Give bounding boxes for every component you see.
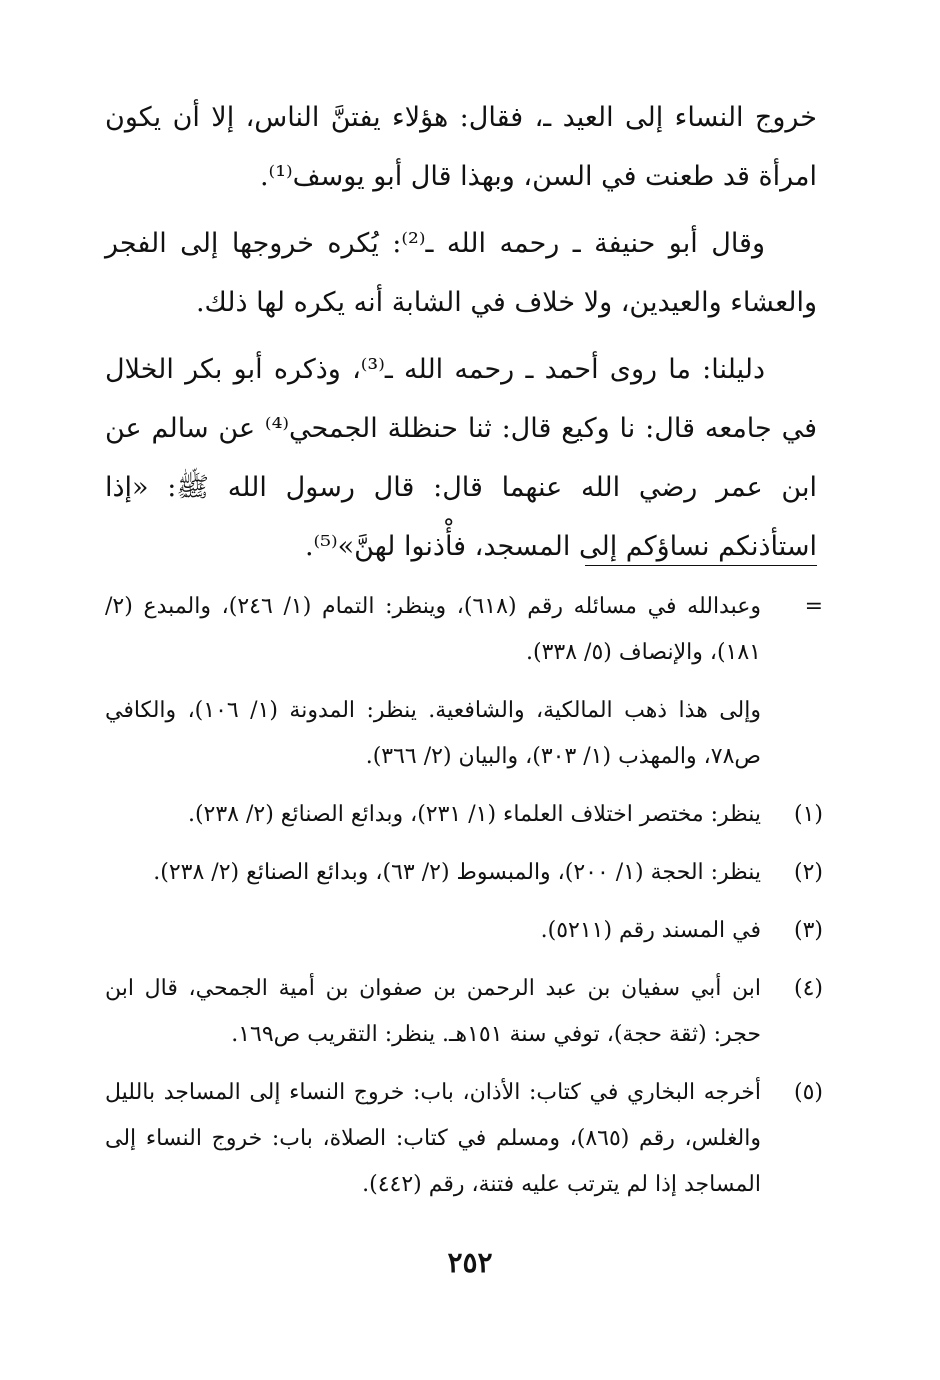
footnote-text: أخرجه البخاري في كتاب: الأذان، باب: خروج النساء إلى المساجد بالليل والغلس، رقم (٨٦٥)، ومسلم في كتاب: الصلاة، باب: خروج النساء إلى المساجد إذا لم يترتب عليه فتنة، رقم (٤٤٢). (105, 1080, 761, 1197)
footnote-mark: (١) (793, 802, 823, 827)
footnote-mark: (٤) (793, 976, 823, 1001)
footnote-3 (105, 908, 823, 954)
paragraph-1: خروج النساء إلى العيد ـ، فقال: هؤلاء يفتنَّ الناس، إلا أن يكون امرأة قد طعنت في السن، وبهذا قال أبو يوسف⁽¹⁾. (105, 102, 817, 192)
footnote-continuation (105, 584, 823, 676)
footnote-mark: (٥) (793, 1080, 823, 1105)
footnote-2 (105, 850, 823, 896)
footnote-text: ينظر: الحجة (١/ ٢٠٠)، والمبسوط (٢/ ٦٣)، وبدائع الصنائع (٢/ ٢٣٨). (153, 860, 761, 885)
page-number: ٢٥٢ (447, 1246, 493, 1279)
main-text (105, 88, 817, 584)
footnote-text: في المسند رقم (٥٢١١). (540, 918, 761, 943)
paragraph-2: وقال أبو حنيفة ـ رحمه الله ـ⁽²⁾: يُكره خروجها إلى الفجر والعشاء والعيدين، ولا خلاف في الشابة أنه يكره لها ذلك. (105, 228, 817, 318)
footnote-text: ينظر: مختصر اختلاف العلماء (١/ ٢٣١)، وبدائع الصنائع (٢/ ٢٣٨). (187, 802, 761, 827)
footnote-5 (105, 1070, 823, 1208)
continuation-mark: = (804, 594, 823, 619)
footnote-separator (585, 565, 817, 566)
paragraph-3: دليلنا: ما روى أحمد ـ رحمه الله ـ⁽³⁾، وذكره أبو بكر الخلال في جامعه قال: نا وكيع قال: ثنا حنظلة الجمحي⁽⁴⁾ عن سالم عن ابن عمر رضي الله عنهما قال: قال رسول الله ﷺ: «إذا استأذنكم نساؤكم إلى المسجد، فأْذنوا لهنَّ»⁽⁵⁾. (105, 354, 817, 562)
footnotes (105, 584, 823, 1220)
footnote-text: ابن أبي سفيان بن عبد الرحمن بن صفوان بن أمية الجمحي، قال ابن حجر: (ثقة حجة)، توفي سنة ١٥١هـ. ينظر: التقريب ص١٦٩. (105, 976, 761, 1047)
continuation-text-1: وعبدالله في مسائله رقم (٦١٨)، وينظر: التمام (١/ ٢٤٦)، والمبدع (٢/ ١٨١)، والإنصاف (٥/ ٣٣٨). (105, 594, 761, 665)
footnote-mark: (٣) (793, 918, 823, 943)
continuation-text-2: وإلى هذا ذهب المالكية، والشافعية. ينظر: المدونة (١/ ١٠٦)، والكافي ص٧٨، والمهذب (١/ ٣٠٣)، والبيان (٢/ ٣٦٦). (105, 698, 761, 769)
footnote-mark: (٢) (793, 860, 823, 885)
footnote-4 (105, 966, 823, 1058)
footnote-1 (105, 792, 823, 838)
